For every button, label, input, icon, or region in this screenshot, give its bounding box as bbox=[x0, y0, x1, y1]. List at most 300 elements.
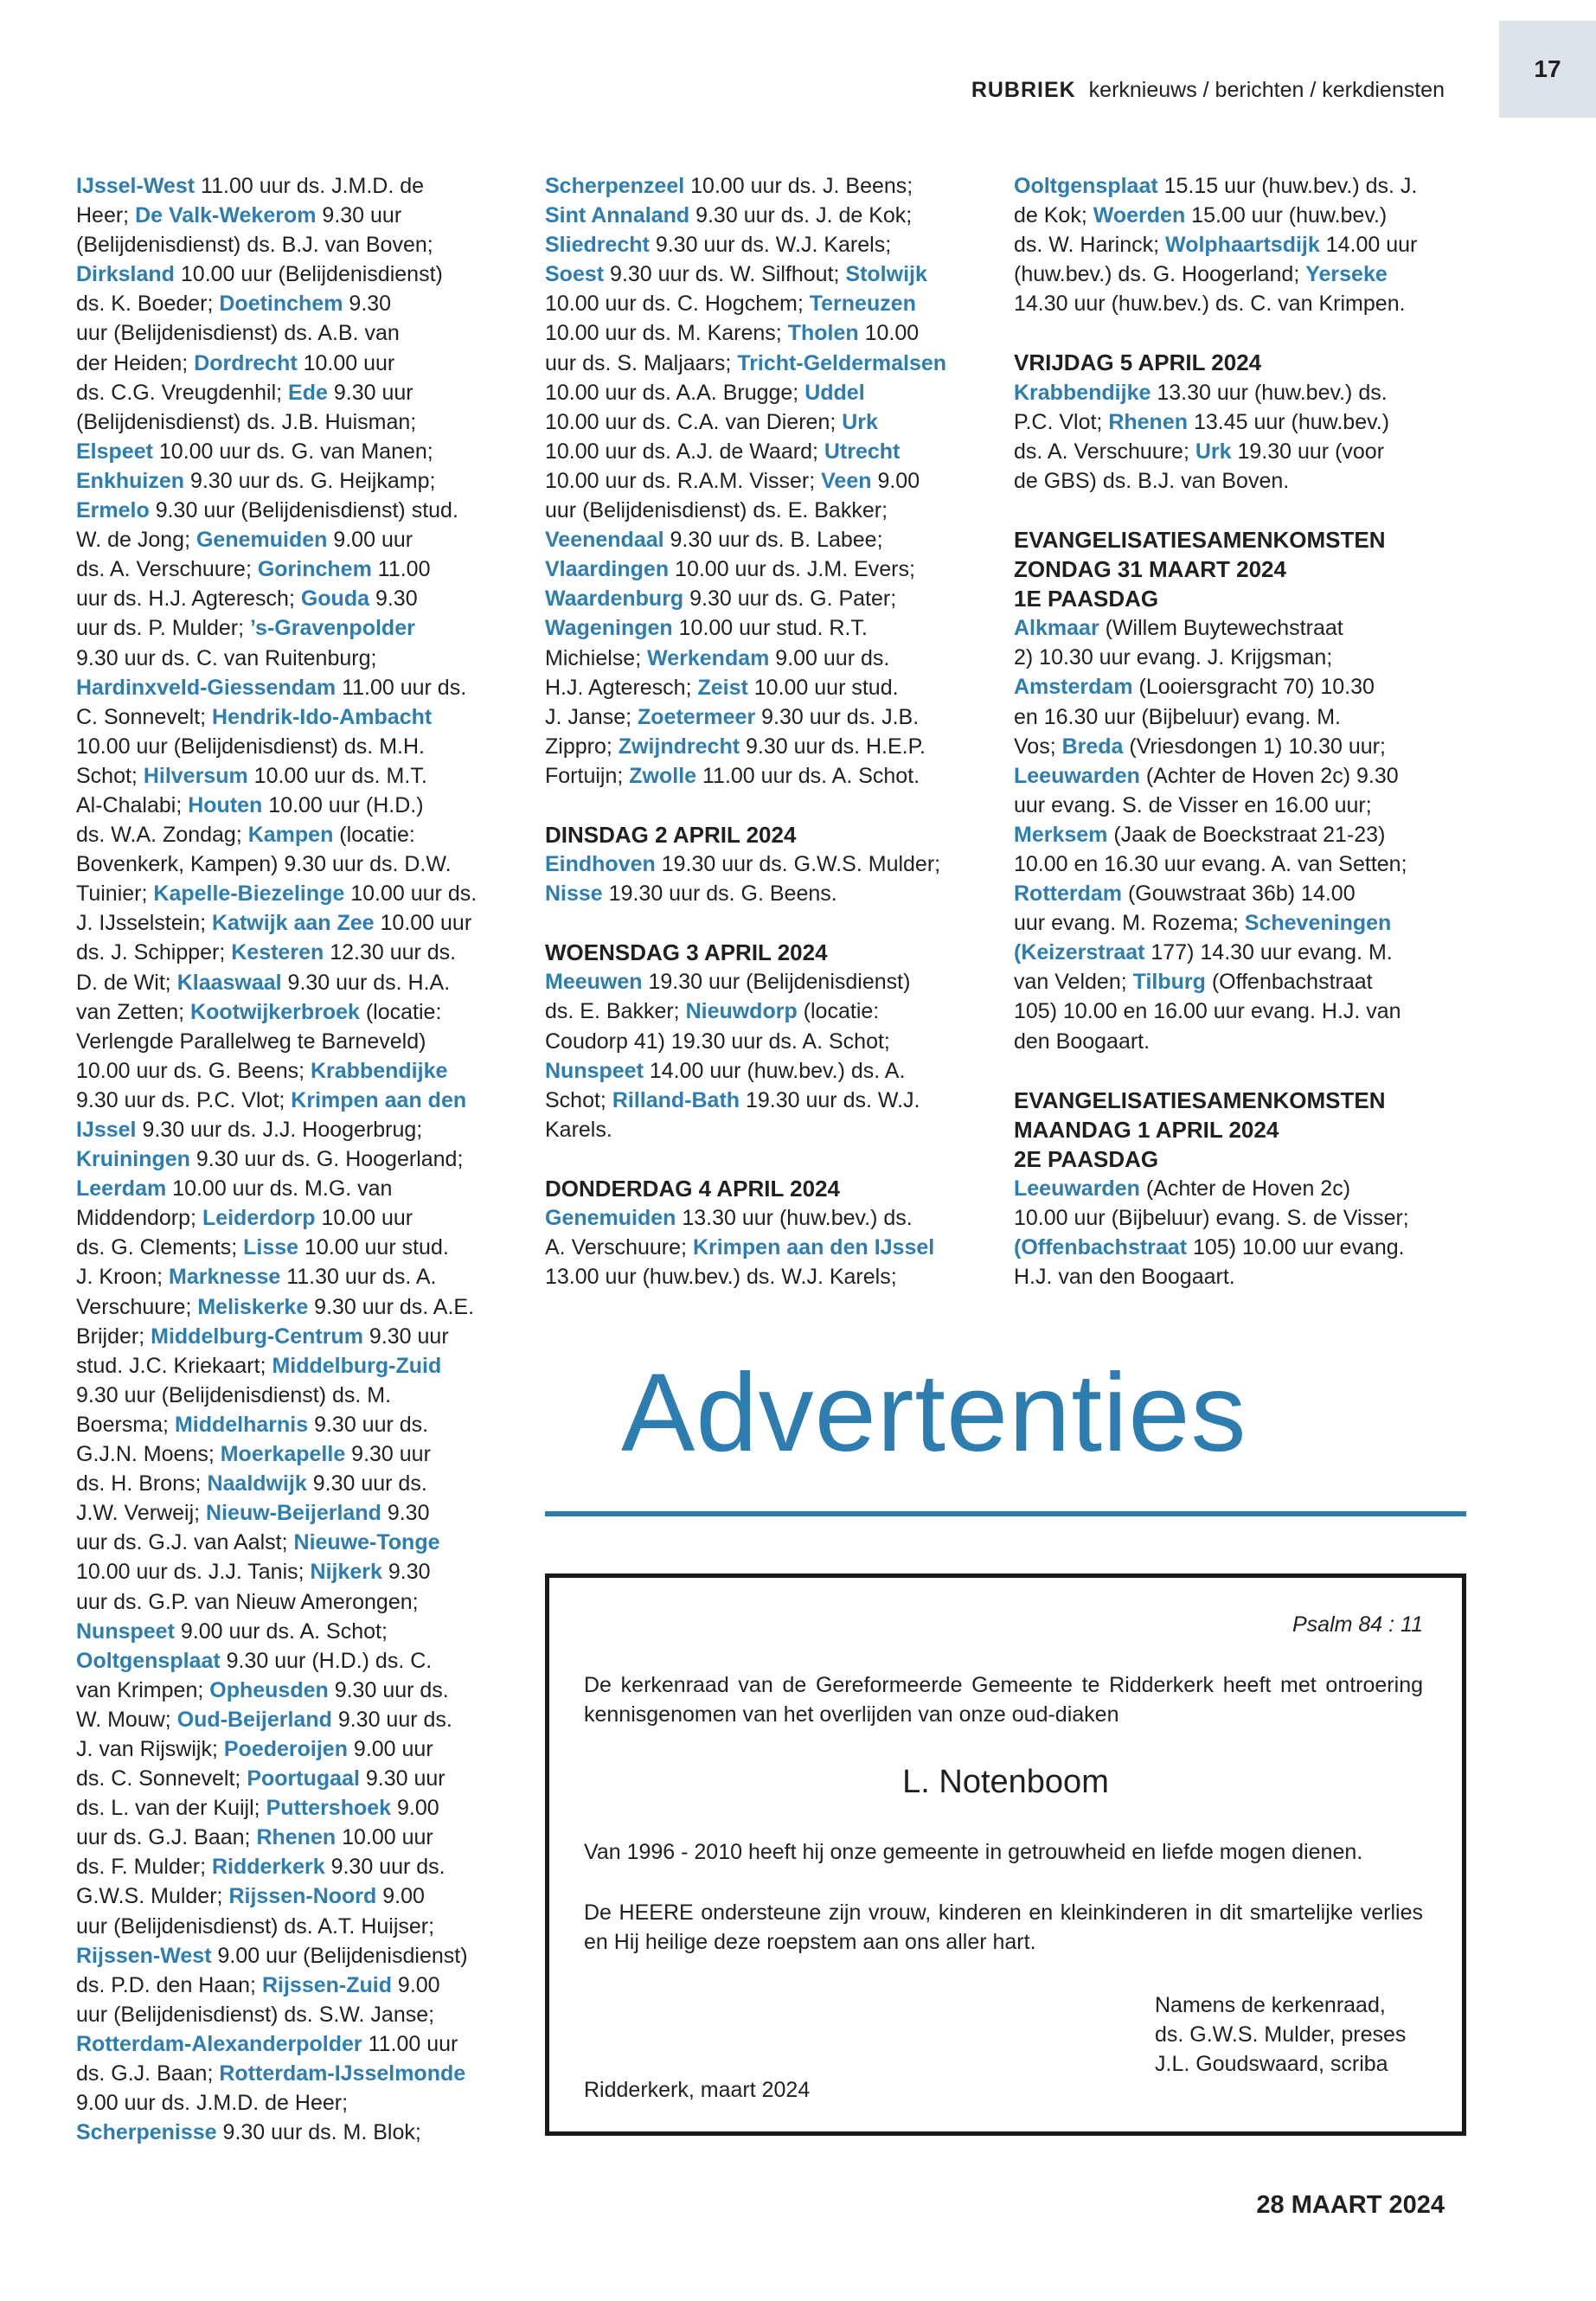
service-line bbox=[76, 466, 517, 496]
place-name: Tilburg bbox=[1132, 970, 1206, 995]
service-line bbox=[1014, 230, 1455, 260]
service-text: 9.30 uur ds. G. Heijkamp; bbox=[184, 468, 436, 493]
service-line bbox=[545, 525, 995, 554]
service-line bbox=[76, 2118, 517, 2147]
service-line bbox=[76, 849, 517, 879]
service-text: ds. F. Mulder; bbox=[76, 1855, 212, 1880]
service-text: (Achter de Hoven 2c) 9.30 bbox=[1139, 763, 1399, 788]
service-text: 10.00 uur (Belijdenisdienst) bbox=[174, 262, 443, 287]
day-heading: EVANGELISATIESAMENKOMSTEN bbox=[1014, 1086, 1386, 1113]
service-line bbox=[76, 1646, 517, 1676]
service-text: 9.30 uur ds. W. Silfhout; bbox=[604, 262, 846, 287]
service-line bbox=[76, 732, 517, 761]
place-name: Oud-Beijerland bbox=[176, 1707, 332, 1732]
place-name: Wolphaartsdijk bbox=[1165, 233, 1320, 258]
place-name: Scheveningen bbox=[1244, 911, 1392, 936]
service-line bbox=[1014, 613, 1455, 643]
place-name: Rijssen-Zuid bbox=[261, 1972, 392, 1997]
service-text: 9.30 uur bbox=[327, 380, 413, 405]
place-name: Hendrik-Ido-Ambacht bbox=[212, 704, 433, 729]
place-name: Utrecht bbox=[824, 439, 901, 464]
signature-line: ds. G.W.S. Mulder, preses bbox=[1155, 2022, 1407, 2047]
place-name: Kruiningen bbox=[76, 1147, 190, 1172]
place-name: Veen bbox=[821, 468, 872, 493]
service-line bbox=[76, 201, 517, 230]
service-text: (Looiersgracht 70) 10.30 bbox=[1132, 675, 1375, 700]
place-name: Hardinxveld-Giessendam bbox=[76, 675, 337, 700]
service-text: 9.30 uur ds. P.C. Vlot; bbox=[76, 1087, 292, 1112]
service-line bbox=[545, 849, 995, 879]
service-text: der Heiden; bbox=[76, 350, 195, 375]
service-text: (Gouwstraat 36b) 14.00 bbox=[1122, 881, 1356, 907]
service-line bbox=[1014, 849, 1455, 879]
service-line bbox=[76, 437, 517, 466]
place-name: (Offenbachstraat bbox=[1014, 1235, 1188, 1260]
place-name: Ridderkerk bbox=[212, 1855, 325, 1880]
service-line bbox=[76, 230, 517, 260]
place-name: Nieuwdorp bbox=[685, 999, 798, 1024]
service-line bbox=[76, 1941, 517, 1971]
place-name: Soest bbox=[545, 262, 605, 287]
place-name: Kootwijkerbroek bbox=[190, 999, 360, 1024]
service-line bbox=[76, 1439, 517, 1469]
place-name: Rhenen bbox=[1108, 409, 1189, 434]
service-line bbox=[76, 1174, 517, 1203]
service-line bbox=[76, 2088, 517, 2118]
service-line bbox=[545, 761, 995, 791]
service-text: 9.30 bbox=[381, 1501, 430, 1526]
service-line bbox=[1014, 260, 1455, 289]
service-text: 10.00 uur stud. R.T. bbox=[672, 616, 868, 641]
service-text: 10.00 uur ds. M.T. bbox=[247, 763, 427, 788]
service-text: 9.30 uur ds. bbox=[308, 1412, 429, 1437]
service-line bbox=[1014, 437, 1455, 466]
service-text: C. Sonnevelt; bbox=[76, 704, 213, 729]
service-text: 9.00 uur ds. A. Schot; bbox=[174, 1618, 388, 1644]
service-line bbox=[76, 1528, 517, 1557]
service-line bbox=[1014, 378, 1455, 407]
service-text: 10.00 uur (Bijbeluur) evang. S. de Visser; bbox=[1014, 1206, 1409, 1230]
place-name: Elspeet bbox=[76, 439, 153, 464]
place-name: Rotterdam-IJsselmonde bbox=[219, 2061, 466, 2086]
service-text: H.J. Agteresch; bbox=[545, 675, 698, 700]
service-line bbox=[76, 1351, 517, 1381]
service-line bbox=[76, 1086, 517, 1115]
service-text: 9.30 uur ds. J. de Kok; bbox=[689, 203, 913, 228]
service-line bbox=[1014, 908, 1455, 938]
service-text: Coudorp 41) 19.30 uur ds. A. Schot; bbox=[545, 1029, 890, 1054]
service-line bbox=[76, 761, 517, 791]
service-text: 14.00 uur (huw.bev.) ds. A. bbox=[643, 1058, 906, 1083]
death-notice bbox=[545, 1574, 1466, 2136]
service-text: 19.30 uur (voor bbox=[1231, 439, 1385, 464]
service-line bbox=[545, 673, 995, 702]
service-text: 11.00 uur ds. J.M.D. de bbox=[195, 174, 425, 198]
service-line bbox=[1014, 879, 1455, 908]
day-heading: MAANDAG 1 APRIL 2024 bbox=[1014, 1116, 1279, 1143]
place-name: Doetinchem bbox=[219, 292, 343, 317]
place-name: Middelharnis bbox=[174, 1412, 309, 1437]
service-text: ds. A. Verschuure; bbox=[76, 557, 258, 582]
service-line bbox=[76, 1203, 517, 1233]
place-name: Poederoijen bbox=[223, 1736, 348, 1761]
place-name: Ooltgensplaat bbox=[1014, 174, 1158, 198]
rubric-header bbox=[971, 78, 1445, 103]
service-line bbox=[76, 1823, 517, 1852]
service-text: J. Kroon; bbox=[76, 1265, 169, 1290]
service-text: 9.30 uur ds. bbox=[328, 1677, 449, 1702]
service-line bbox=[545, 1203, 995, 1233]
place-name: Merksem bbox=[1014, 822, 1108, 847]
service-line bbox=[76, 1292, 517, 1322]
rubric-label: RUBRIEK bbox=[971, 78, 1076, 102]
notice-intro: De kerkenraad van de Gereformeerde Gemeente te Ridderkerk heeft met ontroering kennisgenomen van het overlijden van onze oud-diaken bbox=[584, 1673, 1423, 1727]
service-text: Bovenkerk, Kampen) 9.30 uur ds. D.W. bbox=[76, 852, 452, 877]
service-line bbox=[1014, 1262, 1455, 1292]
service-text: 9.30 uur ds. bbox=[331, 1707, 452, 1732]
place-name: Gouda bbox=[300, 586, 370, 612]
service-text: 9.30 uur (Belijdenisdienst) stud. bbox=[149, 498, 458, 523]
service-text: Verschuure; bbox=[76, 1294, 198, 1319]
signature-line: J.L. Goudswaard, scriba bbox=[1155, 2052, 1388, 2076]
service-line bbox=[545, 702, 995, 732]
service-text: 10.00 uur stud. bbox=[298, 1235, 449, 1260]
place-name: Leiderdorp bbox=[202, 1206, 316, 1231]
advertenties-divider bbox=[545, 1511, 1466, 1516]
place-name: Katwijk aan Zee bbox=[212, 911, 375, 936]
service-text: 9.00 bbox=[376, 1884, 425, 1909]
service-text: 9.30 uur ds. M. Blok; bbox=[216, 2120, 421, 2145]
service-text: 11.00 uur ds. A. Schot. bbox=[696, 763, 920, 788]
service-text: ds. C. Sonnevelt; bbox=[76, 1766, 247, 1791]
service-line bbox=[76, 1144, 517, 1174]
place-name: Rotterdam bbox=[1014, 881, 1123, 907]
service-text: 10.00 uur ds. G. van Manen; bbox=[152, 439, 433, 464]
service-text: de GBS) ds. B.J. van Boven. bbox=[1014, 468, 1290, 493]
service-text: 9.30 uur (Belijdenisdienst) ds. M. bbox=[76, 1382, 392, 1407]
service-line bbox=[545, 1262, 995, 1292]
day-block bbox=[1014, 525, 1455, 1056]
service-text: uur (Belijdenisdienst) ds. A.B. van bbox=[76, 321, 400, 346]
service-line bbox=[76, 496, 517, 525]
day-heading: DONDERDAG 4 APRIL 2024 bbox=[545, 1175, 840, 1202]
place-name: Krabbendijke bbox=[1014, 380, 1151, 405]
service-text: 9.30 uur ds. A.E. bbox=[308, 1294, 475, 1319]
notice-name: L. Notenboom bbox=[902, 1764, 1109, 1800]
service-text: 11.00 uur bbox=[362, 2031, 458, 2056]
place-name: Dirksland bbox=[76, 262, 175, 287]
service-text: (Achter de Hoven 2c) bbox=[1139, 1176, 1351, 1201]
service-text: 9.30 bbox=[369, 586, 418, 612]
service-text: 9.30 uur (H.D.) ds. C. bbox=[220, 1648, 433, 1673]
service-line bbox=[76, 1676, 517, 1705]
service-text: ds. C.G. Vreugdenhil; bbox=[76, 380, 289, 405]
service-text: 9.00 uur bbox=[327, 528, 413, 553]
church-services-column-3 bbox=[1014, 171, 1455, 1292]
service-text: 13.30 uur (huw.bev.) ds. bbox=[676, 1206, 913, 1230]
service-text: 15.00 uur (huw.bev.) bbox=[1185, 203, 1388, 228]
service-text: 10.00 uur bbox=[374, 911, 472, 936]
place-name: Kesteren bbox=[231, 940, 324, 965]
service-text: J. Janse; bbox=[545, 704, 638, 729]
service-line bbox=[1014, 938, 1455, 967]
notice-signature bbox=[1155, 1990, 1406, 2079]
church-services-column-2 bbox=[545, 171, 995, 1292]
service-line bbox=[545, 437, 995, 466]
place-name: IJssel-West bbox=[76, 174, 195, 198]
place-name: Meliskerke bbox=[197, 1294, 309, 1319]
service-line bbox=[76, 938, 517, 967]
service-text: 13.30 uur (huw.bev.) ds. bbox=[1151, 380, 1388, 405]
service-text: Vos; bbox=[1014, 734, 1062, 759]
service-text: 10.00 uur (H.D.) bbox=[262, 792, 424, 817]
day-block bbox=[1014, 1086, 1455, 1292]
service-line bbox=[76, 407, 517, 437]
service-text: (Offenbachstraat bbox=[1205, 970, 1373, 995]
service-line bbox=[545, 554, 995, 584]
service-text: 10.00 uur ds. C.A. van Dieren; bbox=[545, 409, 843, 434]
rubric-section: kerknieuws / berichten / kerkdiensten bbox=[1088, 78, 1445, 102]
service-text: en 16.30 uur (Bijbeluur) evang. M. bbox=[1014, 704, 1341, 729]
service-text: H.J. van den Boogaart. bbox=[1014, 1265, 1235, 1290]
service-text: (locatie: bbox=[797, 999, 880, 1024]
service-line bbox=[76, 171, 517, 201]
service-line bbox=[76, 791, 517, 820]
service-text: D. de Wit; bbox=[76, 970, 177, 995]
service-text: 10.00 uur ds. C. Hogchem; bbox=[545, 292, 810, 317]
service-text: 11.30 uur ds. A. bbox=[280, 1265, 437, 1290]
place-name: Zoetermeer bbox=[638, 704, 756, 729]
place-name: Rijssen-West bbox=[76, 1943, 212, 1968]
service-line bbox=[76, 613, 517, 643]
service-line bbox=[76, 879, 517, 908]
service-line bbox=[76, 554, 517, 584]
service-text: G.W.S. Mulder; bbox=[76, 1884, 229, 1909]
service-line bbox=[76, 318, 517, 348]
service-line bbox=[545, 260, 995, 289]
place-name: Moerkapelle bbox=[220, 1442, 346, 1467]
service-text: (Willem Buytewechstraat bbox=[1099, 616, 1343, 641]
service-line bbox=[545, 289, 995, 318]
day-block bbox=[545, 820, 995, 908]
service-text: 9.30 uur ds. W.J. Karels; bbox=[649, 233, 892, 258]
service-text: uur ds. G.J. van Aalst; bbox=[76, 1530, 294, 1555]
place-name: Tricht-Geldermalsen bbox=[737, 350, 947, 375]
service-text: 9.30 uur ds. G. Hoogerland; bbox=[189, 1147, 464, 1172]
place-name: Nieuwe-Tonge bbox=[293, 1530, 440, 1555]
place-name: Ooltgensplaat bbox=[76, 1648, 221, 1673]
service-line bbox=[1014, 289, 1455, 318]
place-name: Werkendam bbox=[647, 645, 770, 670]
day-heading: VRIJDAG 5 APRIL 2024 bbox=[1014, 349, 1262, 376]
service-text: 10.00 uur ds. M.G. van bbox=[166, 1176, 393, 1202]
service-text: 9.00 bbox=[391, 1796, 439, 1821]
service-text: 10.00 bbox=[858, 321, 920, 346]
service-text: Boersma; bbox=[76, 1412, 175, 1437]
service-text: 15.15 uur (huw.bev.) ds. J. bbox=[1157, 174, 1418, 198]
service-text: van Zetten; bbox=[76, 999, 191, 1024]
place-name: Uddel bbox=[804, 380, 865, 405]
service-text: 14.00 uur bbox=[1319, 233, 1418, 258]
service-line bbox=[76, 997, 517, 1027]
page-number: 17 bbox=[1534, 55, 1561, 82]
service-line bbox=[76, 1410, 517, 1439]
place-name: Terneuzen bbox=[809, 292, 916, 317]
service-line bbox=[76, 1764, 517, 1793]
service-text: J. IJsselstein; bbox=[76, 911, 212, 936]
service-text: uur ds. G.P. van Nieuw Amerongen; bbox=[76, 1589, 419, 1614]
place-name: Veenendaal bbox=[545, 528, 664, 553]
service-text: 9.30 uur bbox=[316, 203, 402, 228]
place-name: Meeuwen bbox=[545, 970, 643, 995]
place-name: Leeuwarden bbox=[1014, 763, 1140, 788]
place-name: Scherpenzeel bbox=[545, 174, 685, 198]
service-line bbox=[76, 1912, 517, 1941]
service-text: 9.30 uur ds. bbox=[324, 1855, 445, 1880]
place-name: Nunspeet bbox=[76, 1618, 175, 1644]
service-text: 9.30 uur ds. H.A. bbox=[281, 970, 451, 995]
service-line bbox=[1014, 732, 1455, 761]
notice-psalm: Psalm 84 : 11 bbox=[1292, 1612, 1423, 1637]
service-line bbox=[545, 318, 995, 348]
service-text: P.C. Vlot; bbox=[1014, 409, 1109, 434]
service-text: ds. J. Schipper; bbox=[76, 940, 232, 965]
service-text: 9.30 bbox=[381, 1560, 431, 1585]
place-name: Enkhuizen bbox=[76, 468, 185, 493]
service-line bbox=[76, 378, 517, 407]
service-text: 9.00 uur (Belijdenisdienst) bbox=[211, 1943, 468, 1968]
service-text: 105) 10.00 uur evang. bbox=[1187, 1235, 1405, 1260]
service-text: 10.00 uur ds. G. Beens; bbox=[76, 1058, 311, 1083]
service-line bbox=[76, 644, 517, 673]
service-line bbox=[1014, 466, 1455, 496]
service-text: uur ds. G.J. Baan; bbox=[76, 1825, 257, 1850]
service-text: uur evang. M. Rozema; bbox=[1014, 911, 1245, 936]
notice-place-date: Ridderkerk, maart 2024 bbox=[584, 2078, 811, 2102]
place-name: Leerdam bbox=[76, 1176, 167, 1202]
service-line bbox=[76, 1705, 517, 1734]
service-line bbox=[545, 1086, 995, 1115]
service-line bbox=[545, 407, 995, 437]
service-line bbox=[545, 613, 995, 643]
service-text: ds. K. Boeder; bbox=[76, 292, 220, 317]
service-text: A. Verschuure; bbox=[545, 1235, 693, 1260]
service-text: ds. W.A. Zondag; bbox=[76, 823, 248, 848]
service-line bbox=[76, 702, 517, 732]
service-line bbox=[1014, 820, 1455, 849]
service-line bbox=[76, 1381, 517, 1410]
service-line bbox=[1014, 791, 1455, 820]
service-text: den Boogaart. bbox=[1014, 1029, 1151, 1054]
service-text: 10.00 en 16.30 uur evang. A. van Setten; bbox=[1014, 851, 1407, 876]
service-text: uur ds. P. Mulder; bbox=[76, 616, 251, 641]
place-name: Ede bbox=[288, 380, 328, 405]
day-heading: 2E PAASDAG bbox=[1014, 1145, 1159, 1172]
place-name: Kapelle-Biezelinge bbox=[153, 881, 345, 907]
service-text: 10.00 uur ds. bbox=[344, 881, 478, 907]
service-line bbox=[1014, 171, 1455, 201]
service-line bbox=[76, 1587, 517, 1617]
service-text: (Vriesdongen 1) 10.30 uur; bbox=[1123, 734, 1386, 759]
service-text: 9.30 uur ds. B. Labee; bbox=[663, 528, 883, 553]
place-name: Vlaardingen bbox=[545, 557, 670, 582]
service-line bbox=[545, 230, 995, 260]
place-name: Breda bbox=[1061, 734, 1124, 759]
place-name: Lisse bbox=[243, 1235, 299, 1260]
service-text: 10.00 uur ds. A.J. de Waard; bbox=[545, 439, 824, 464]
service-line bbox=[76, 1322, 517, 1351]
service-text: ds. W. Harinck; bbox=[1014, 233, 1166, 258]
service-line bbox=[545, 584, 995, 613]
service-line bbox=[1014, 1174, 1455, 1203]
day-heading: DINSDAG 2 APRIL 2024 bbox=[545, 821, 797, 848]
service-line bbox=[545, 349, 995, 378]
service-line bbox=[1014, 672, 1455, 702]
place-name: Middelburg-Zuid bbox=[272, 1353, 442, 1378]
place-name: Zwolle bbox=[629, 763, 697, 788]
service-text: 105) 10.00 en 16.00 uur evang. H.J. van bbox=[1014, 999, 1401, 1024]
service-text: 9.30 uur ds. C. van Ruitenburg; bbox=[76, 645, 377, 670]
place-name: Krimpen aan den bbox=[291, 1087, 467, 1112]
service-text: (Jaak de Boeckstraat 21-23) bbox=[1107, 822, 1386, 847]
day-heading: 1E PAASDAG bbox=[1014, 586, 1159, 612]
issue-date: 28 MAART 2024 bbox=[1256, 2191, 1445, 2219]
service-text: 10.00 uur bbox=[336, 1825, 433, 1850]
place-name: Rilland-Bath bbox=[612, 1087, 740, 1112]
service-line bbox=[76, 289, 517, 318]
service-text: 9.30 uur ds. bbox=[306, 1471, 427, 1497]
service-text: uur (Belijdenisdienst) ds. A.T. Huijser; bbox=[76, 1913, 435, 1939]
service-text: 13.45 uur (huw.bev.) bbox=[1188, 409, 1390, 434]
service-text: 9.00 uur ds. bbox=[769, 645, 890, 670]
service-line bbox=[545, 967, 995, 997]
service-text: Schot; bbox=[76, 763, 144, 788]
church-services-column-1 bbox=[76, 171, 517, 2147]
place-name: Tholen bbox=[787, 321, 859, 346]
service-text: W. de Jong; bbox=[76, 528, 196, 553]
place-name: Rhenen bbox=[256, 1825, 337, 1850]
place-name: Hilversum bbox=[143, 763, 248, 788]
service-line bbox=[76, 968, 517, 997]
place-name: Zeist bbox=[697, 675, 748, 700]
place-name: (Keizerstraat bbox=[1014, 940, 1145, 965]
service-text: van Krimpen; bbox=[76, 1677, 210, 1702]
service-line bbox=[545, 171, 995, 201]
day-block bbox=[545, 1174, 995, 1292]
service-line bbox=[1014, 702, 1455, 732]
service-line bbox=[76, 1027, 517, 1056]
place-name: Genemuiden bbox=[195, 528, 328, 553]
place-name: Nisse bbox=[545, 881, 603, 907]
service-line bbox=[1014, 1233, 1455, 1262]
service-line bbox=[76, 1056, 517, 1086]
service-text: 11.00 bbox=[371, 557, 431, 582]
service-line bbox=[1014, 1027, 1455, 1056]
service-text: ds. G. Clements; bbox=[76, 1235, 244, 1260]
service-text: 14.30 uur (huw.bev.) ds. C. van Krimpen. bbox=[1014, 292, 1406, 317]
service-text: 10.00 uur bbox=[297, 350, 395, 375]
signature-line: Namens de kerkenraad, bbox=[1155, 1993, 1386, 2017]
service-line bbox=[76, 1617, 517, 1646]
service-line bbox=[76, 820, 517, 849]
service-text: Fortuijn; bbox=[545, 763, 630, 788]
service-text: Verlengde Parallelweg te Barneveld) bbox=[76, 1029, 426, 1054]
service-line bbox=[76, 2059, 517, 2088]
place-name: De Valk-Wekerom bbox=[135, 203, 317, 228]
place-name: Zwijndrecht bbox=[618, 734, 740, 759]
service-text: stud. J.C. Kriekaart; bbox=[76, 1353, 272, 1378]
place-name: Stolwijk bbox=[845, 262, 927, 287]
